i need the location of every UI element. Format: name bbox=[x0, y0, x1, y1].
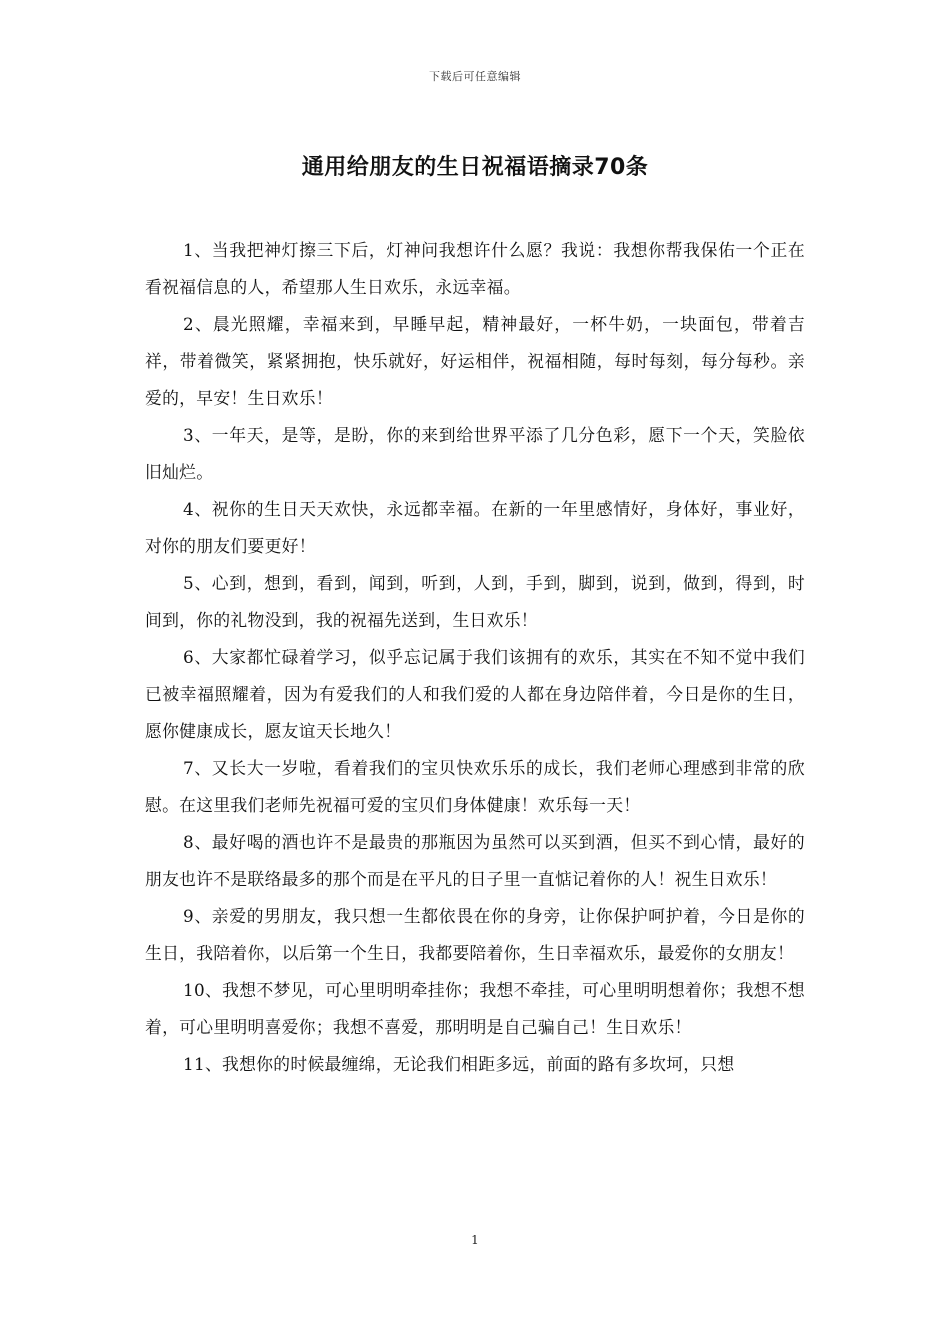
paragraph-2: 2、晨光照耀，幸福来到，早睡早起，精神最好，一杯牛奶，一块面包，带着吉祥，带着微笑，紧紧拥抱，快乐就好，好运相伴，祝福相随，每时每刻，每分每秒。亲爱的，早安！生日欢乐！ bbox=[145, 314, 805, 408]
paragraph-10: 10、我想不梦见，可心里明明牵挂你；我想不牵挂，可心里明明想着你；我想不想着，可心里明明喜爱你；我想不喜爱，那明明是自己骗自己！生日欢乐！ bbox=[145, 980, 805, 1037]
paragraph-3: 3、一年天，是等，是盼，你的来到给世界平添了几分色彩，愿下一个天，笑脸依旧灿烂。 bbox=[145, 425, 805, 482]
paragraph-9: 9、亲爱的男朋友，我只想一生都依畏在你的身旁，让你保护呵护着，今日是你的生日，我陪着你，以后第一个生日，我都要陪着你，生日幸福欢乐，最爱你的女朋友！ bbox=[145, 906, 805, 963]
paragraph-7: 7、又长大一岁啦，看着我们的宝贝快欢乐乐的成长，我们老师心理感到非常的欣慰。在这里我们老师先祝福可爱的宝贝们身体健康！欢乐每一天！ bbox=[145, 758, 805, 815]
paragraph-6: 6、大家都忙碌着学习，似乎忘记属于我们该拥有的欢乐，其实在不知不觉中我们已被幸福照耀着，因为有爱我们的人和我们爱的人都在身边陪伴着，今日是你的生日，愿你健康成长，愿友谊天长地久！ bbox=[145, 647, 805, 741]
page-header-note: 下载后可任意编辑 bbox=[429, 70, 521, 83]
document-body bbox=[145, 232, 805, 1083]
paragraph-8: 8、最好喝的酒也许不是最贵的那瓶因为虽然可以买到酒，但买不到心情，最好的朋友也许不是联络最多的那个而是在平凡的日子里一直惦记着你的人！祝生日欢乐！ bbox=[145, 832, 805, 889]
page-number: 1 bbox=[471, 1233, 479, 1247]
paragraph-5: 5、心到，想到，看到，闻到，听到，人到，手到，脚到，说到，做到，得到，时间到，你的礼物没到，我的祝福先送到，生日欢乐！ bbox=[145, 573, 805, 630]
document-title: 通用给朋友的生日祝福语摘录70条 bbox=[301, 155, 649, 180]
paragraph-1: 1、当我把神灯擦三下后，灯神问我想许什么愿？我说：我想你帮我保佑一个正在看祝福信息的人，希望那人生日欢乐，永远幸福。 bbox=[145, 240, 805, 297]
paragraph-11: 11、我想你的时候最缠绵，无论我们相距多远，前面的路有多坎坷，只想 bbox=[183, 1054, 735, 1074]
paragraph-4: 4、祝你的生日天天欢快，永远都幸福。在新的一年里感情好，身体好，事业好，对你的朋友们要更好！ bbox=[145, 499, 805, 556]
